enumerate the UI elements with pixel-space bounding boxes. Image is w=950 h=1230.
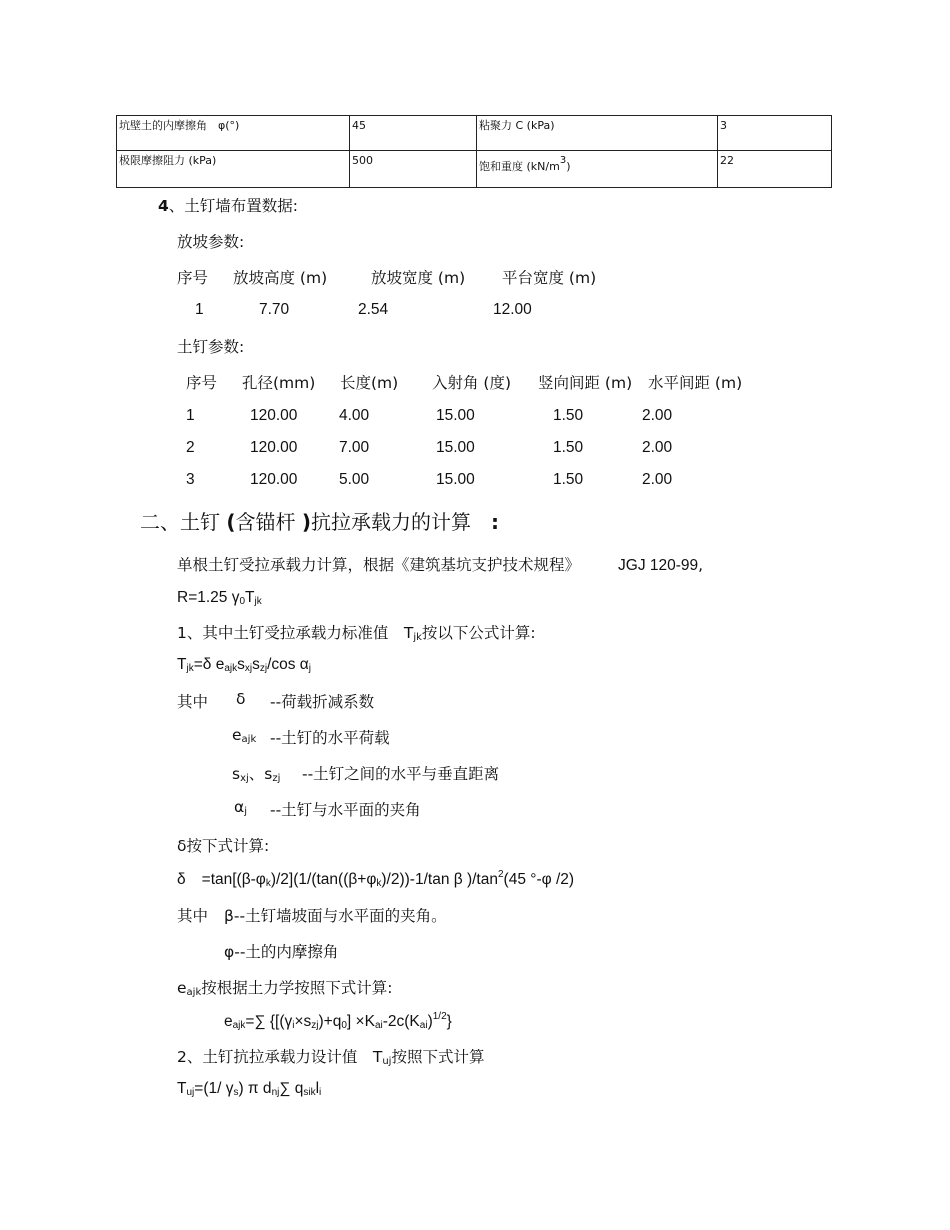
table-cell: 22 [718, 151, 832, 188]
cell-text: 饱和重度 (kN/m [479, 160, 560, 173]
nail-cell: 4.00 [339, 407, 370, 424]
subscript: i [319, 1087, 322, 1098]
nail-cell: 1.50 [553, 407, 584, 424]
formula-r [177, 589, 262, 607]
nail-cell: 2 [186, 439, 195, 456]
soil-properties-table [116, 115, 832, 188]
nail-cell: 120.00 [250, 407, 298, 424]
title-part: 二、土钉 [140, 510, 227, 534]
slope-cell: 2.54 [358, 301, 389, 318]
superscript: 3 [559, 155, 567, 166]
item-text: 按以下公式计算: [421, 624, 536, 642]
subscript: ajk [232, 1020, 246, 1031]
def-desc: --荷载折减系数 [270, 693, 375, 711]
section-heading [158, 194, 298, 216]
nail-cell: 5.00 [339, 471, 370, 488]
label-text: 按根据土力学按照下式计算: [201, 979, 393, 997]
intro-body: 单根土钉受拉承载力计算，根据《建筑基坑支护技术规程》 [177, 556, 581, 574]
slope-cell: 12.00 [493, 301, 532, 318]
formula-part: δ [177, 871, 186, 888]
symbol: 、s [248, 765, 273, 783]
formula-part: =∑ {[(γ [245, 1013, 293, 1030]
subscript: ai [419, 1020, 428, 1031]
eajk-label [177, 976, 392, 998]
title-part: ( [226, 510, 236, 534]
subscript: uj [382, 1056, 392, 1067]
section-title [140, 506, 499, 535]
table-cell: 极限摩擦阻力 (kPa) [117, 151, 350, 188]
nail-cell: 15.00 [436, 439, 475, 456]
nail-cell: 2.00 [642, 471, 673, 488]
item-1 [177, 621, 536, 643]
table-cell: 500 [350, 151, 477, 188]
superscript: 2 [497, 869, 504, 880]
formula-part: =(1/ γ [194, 1080, 234, 1097]
subscript: k [376, 878, 382, 889]
item-text: 1、其中土钉受拉承载力标准值 T [177, 624, 414, 642]
subscript: xj [240, 773, 249, 784]
formula-eajk [224, 1011, 452, 1031]
subscript: sik [303, 1087, 316, 1098]
subscript: ajk [241, 734, 257, 745]
table-cell [477, 151, 718, 188]
intro-end: , [698, 556, 704, 574]
formula-part: T [177, 656, 187, 673]
table-cell: 坑壁土的内摩擦角 φ(°) [117, 116, 350, 151]
nail-label: 土钉参数: [177, 338, 245, 356]
subscript: ajk [186, 987, 202, 998]
table-cell: 3 [718, 116, 832, 151]
symbol: e [177, 979, 187, 997]
formula-part: T [245, 589, 255, 606]
subscript: jk [186, 663, 194, 674]
slope-header-3: 平台宽度 (m) [502, 269, 597, 287]
item-2 [177, 1045, 484, 1067]
where-label: 其中 [177, 693, 209, 711]
subscript: j [308, 663, 312, 674]
formula-part: ) π d [238, 1080, 272, 1097]
title-part: 含锚杆 [235, 510, 302, 534]
formula-part: )/2))-1/tan β )/tan [381, 871, 498, 888]
subscript: ajk [224, 663, 238, 674]
slope-header-0: 序号 [177, 269, 209, 287]
table-row [117, 151, 832, 188]
formula-part: =δ e [193, 656, 225, 673]
def-symbol [232, 726, 256, 745]
nail-cell: 15.00 [436, 471, 475, 488]
nail-header-4: 竖向间距 (m) [538, 374, 633, 392]
def-desc: --土钉之间的水平与垂直距离 [302, 765, 500, 783]
nail-cell: 2.00 [642, 439, 673, 456]
formula-part: s [252, 656, 260, 673]
title-part: ) [301, 510, 311, 534]
formula-part: -2c(K [382, 1013, 420, 1030]
def-symbol: δ [236, 690, 246, 708]
formula-part: ) [427, 1013, 433, 1030]
delta-label: δ按下式计算: [177, 837, 270, 855]
formula-part: =tan[(β-φ [201, 871, 266, 888]
slope-header-1: 放坡高度 (m) [233, 269, 328, 287]
formula-part: )/2](1/(tan((β+φ [270, 871, 377, 888]
slope-cell: 7.70 [259, 301, 290, 318]
subscript: i [292, 1020, 295, 1031]
cell-text: ) [566, 160, 571, 173]
table-cell: 45 [350, 116, 477, 151]
def-desc: --土钉与水平面的夹角 [270, 801, 421, 819]
def-symbol [234, 798, 247, 817]
formula-delta [177, 869, 574, 889]
formula-part: (45 °-φ /2) [503, 871, 575, 888]
table-cell: 粘聚力 C (kPa) [477, 116, 718, 151]
formula-tuj [177, 1080, 321, 1098]
nail-cell: 1.50 [553, 439, 584, 456]
subscript: xj [244, 663, 253, 674]
heading-number: 4 [158, 197, 169, 215]
nail-cell: 1.50 [553, 471, 584, 488]
formula-part: /cos α [267, 656, 309, 673]
where-label-2: 其中 [177, 907, 209, 925]
formula-part: T [177, 1080, 187, 1097]
nail-cell: 2.00 [642, 407, 673, 424]
table-row [117, 116, 832, 151]
subscript: s [233, 1087, 239, 1098]
subscript: k [265, 878, 271, 889]
def-symbol [232, 762, 280, 784]
code-ref: JGJ 120-99 [618, 557, 699, 574]
subscript: 0 [341, 1020, 347, 1031]
formula-part: R=1.25 γ [177, 589, 240, 606]
item-text: 按照下式计算 [391, 1048, 485, 1066]
title-part: : [491, 510, 499, 534]
nail-cell: 1 [186, 407, 195, 424]
symbol: α [234, 798, 245, 816]
symbol: s [232, 765, 241, 783]
formula-part: ∑ q [279, 1080, 304, 1097]
intro-text [177, 553, 703, 575]
nail-cell: 120.00 [250, 439, 298, 456]
formula-part: e [224, 1013, 233, 1030]
superscript: 1/2 [432, 1011, 447, 1022]
def-phi: φ--土的内摩擦角 [224, 943, 339, 961]
def-beta: β--土钉墙坡面与水平面的夹角。 [224, 907, 447, 925]
nail-cell: 7.00 [339, 439, 370, 456]
nail-cell: 15.00 [436, 407, 475, 424]
subscript: jk [413, 632, 422, 643]
symbol: e [232, 726, 242, 744]
formula-part: s [237, 656, 245, 673]
subscript: ai [374, 1020, 383, 1031]
subscript: uj [186, 1087, 195, 1098]
subscript: 0 [239, 596, 246, 607]
formula-part: ×s [294, 1013, 312, 1030]
title-part: 抗拉承载力的计算 [311, 510, 491, 534]
nail-header-3: 入射角 (度) [432, 374, 512, 392]
subscript: j [244, 806, 247, 817]
item-text: 2、土钉抗拉承载力设计值 T [177, 1048, 383, 1066]
nail-cell: 120.00 [250, 471, 298, 488]
formula-part: ] ×K [346, 1013, 375, 1030]
formula-part: l [315, 1080, 320, 1097]
subscript: nj [271, 1087, 280, 1098]
nail-header-5: 水平间距 (m) [648, 374, 743, 392]
nail-cell: 3 [186, 471, 195, 488]
heading-text: 、土钉墙布置数据: [168, 197, 299, 215]
subscript: zj [311, 1020, 319, 1031]
slope-cell: 1 [195, 301, 204, 318]
nail-header-1: 孔径(mm) [242, 374, 316, 392]
formula-tjk [177, 656, 311, 674]
subscript: zj [272, 773, 281, 784]
slope-header-2: 放坡宽度 (m) [371, 269, 466, 287]
def-desc: --土钉的水平荷载 [270, 729, 390, 747]
subscript: zj [259, 663, 268, 674]
nail-header-2: 长度(m) [340, 374, 399, 392]
subscript: jk [254, 596, 262, 607]
formula-part: )+q [318, 1013, 342, 1030]
nail-header-0: 序号 [186, 374, 218, 392]
formula-part: } [446, 1013, 452, 1030]
slope-label: 放坡参数: [177, 233, 245, 251]
